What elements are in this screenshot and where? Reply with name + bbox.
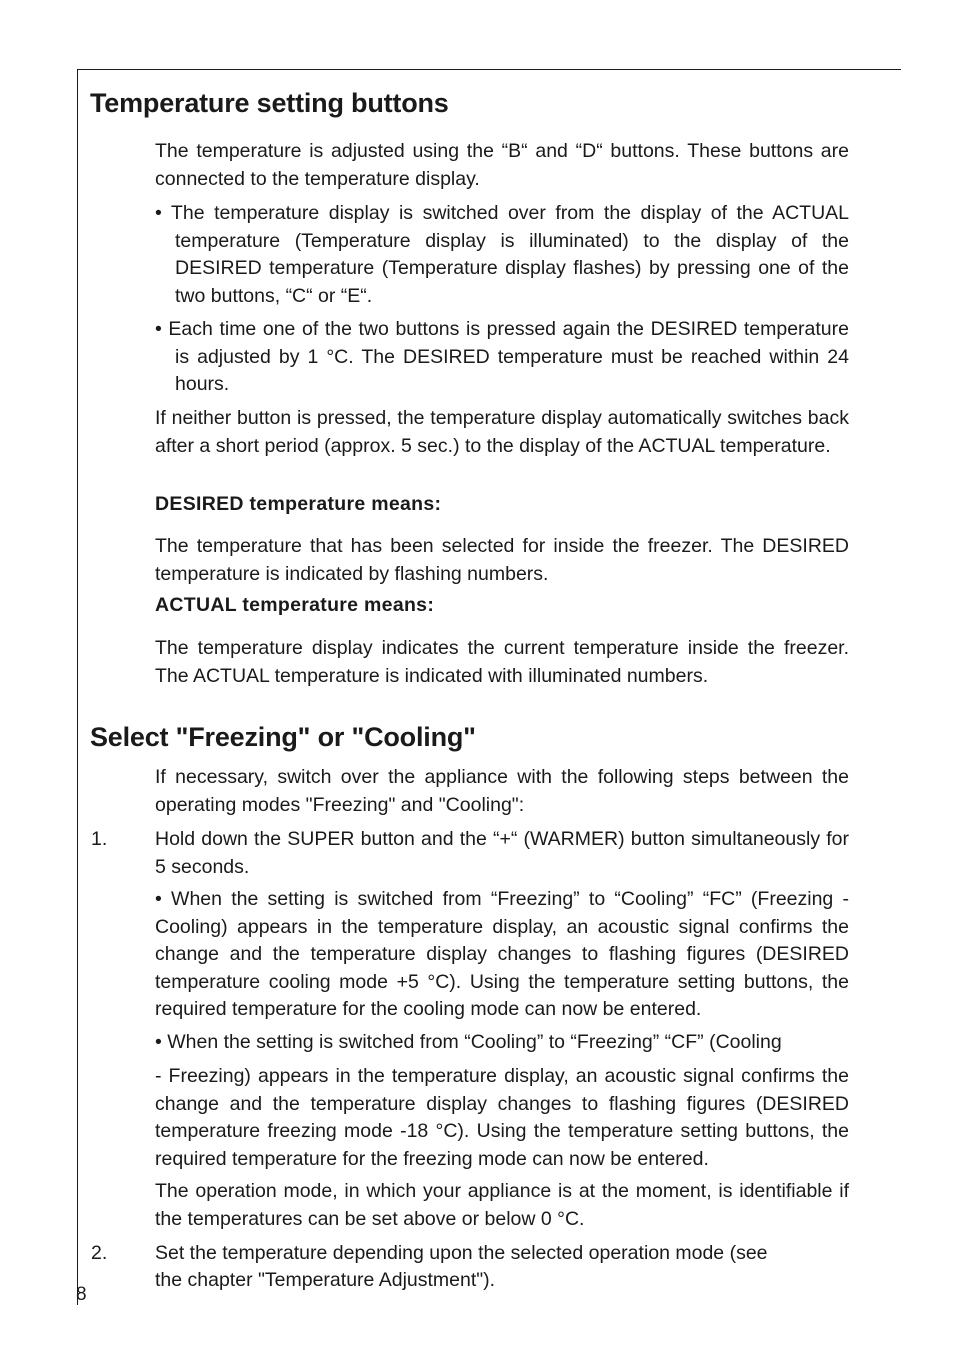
paragraph-auto-switch-back: If neither button is pressed, the temperature display automatically switches back after a short period (approx. 5 sec.) to the display of the ACTUAL temperature. xyxy=(155,407,849,457)
subheading-desired-temperature: DESIRED temperature means: xyxy=(155,493,442,515)
section-heading-select-freezing-cooling: Select "Freezing" or "Cooling" xyxy=(90,722,476,752)
subheading-actual-temperature: ACTUAL temperature means: xyxy=(155,594,435,616)
step-1-bullet-cooling-to-freezing: • When the setting is switched from “Cooling” to “Freezing” “CF” (Cooling xyxy=(155,1031,782,1053)
page-top-rule xyxy=(77,69,901,70)
paragraph-actual-definition: The temperature display indicates the current temperature inside the freezer. The ACTUAL temperature is indicated with illuminated numbers. xyxy=(155,637,849,687)
step-2-line-2: the chapter "Temperature Adjustment"). xyxy=(155,1269,496,1291)
bullet-adjust-step: • Each time one of the two buttons is pressed again the DESIRED temperature is adjusted by 1 °C. The DESIRED temperature must be reached within 24 hours. xyxy=(155,318,849,395)
step-number-1: 1. xyxy=(91,828,108,850)
step-1-bullet-cooling-to-freezing-continued: - Freezing) appears in the temperature display, an acoustic signal confirms the change and the temperature display changes to flashing figures (DESIRED temperature freezing mode -18 °C). Using the temperature setting buttons, the required temperature for the freezing mode can now be entered. xyxy=(155,1065,849,1170)
page-number: 8 xyxy=(76,1284,87,1305)
paragraph-desired-definition: The temperature that has been selected for inside the freezer. The DESIRED temperature is indicated by flashing numbers. xyxy=(155,535,849,585)
page-left-rule xyxy=(77,69,78,1305)
paragraph-operation-mode-note: The operation mode, in which your appliance is at the moment, is identifiable if the temperatures can be set above or below 0 °C. xyxy=(155,1180,849,1230)
bullet-display-switch: • The temperature display is switched over from the display of the ACTUAL temperature (Temperature display is illuminated) to the display of the DESIRED temperature (Temperature display flashes) by pressing one of the two buttons, “C“ or “E“. xyxy=(155,202,849,307)
paragraph-intro: The temperature is adjusted using the “B“ and “D“ buttons. These buttons are connected to the temperature display. xyxy=(155,140,849,190)
paragraph-mode-intro: If necessary, switch over the appliance with the following steps between the operating modes "Freezing" and "Cooling": xyxy=(155,766,849,816)
step-1-text: Hold down the SUPER button and the “+“ (WARMER) button simultaneously for 5 seconds. xyxy=(155,828,849,878)
section-heading-temperature-setting-buttons: Temperature setting buttons xyxy=(90,88,449,118)
step-2-line-1: Set the temperature depending upon the selected operation mode (see xyxy=(155,1242,768,1264)
step-number-2: 2. xyxy=(91,1242,108,1264)
step-1-bullet-freezing-to-cooling: • When the setting is switched from “Freezing” to “Cooling” “FC” (Freezing - Cooling) appears in the temperature display, an acoustic signal confirms the change and the temperature display changes to flashing figures (DESIRED temperature cooling mode +5 °C). Using the temperature setting buttons, the required temperature for the cooling mode can now be entered. xyxy=(155,888,849,1020)
